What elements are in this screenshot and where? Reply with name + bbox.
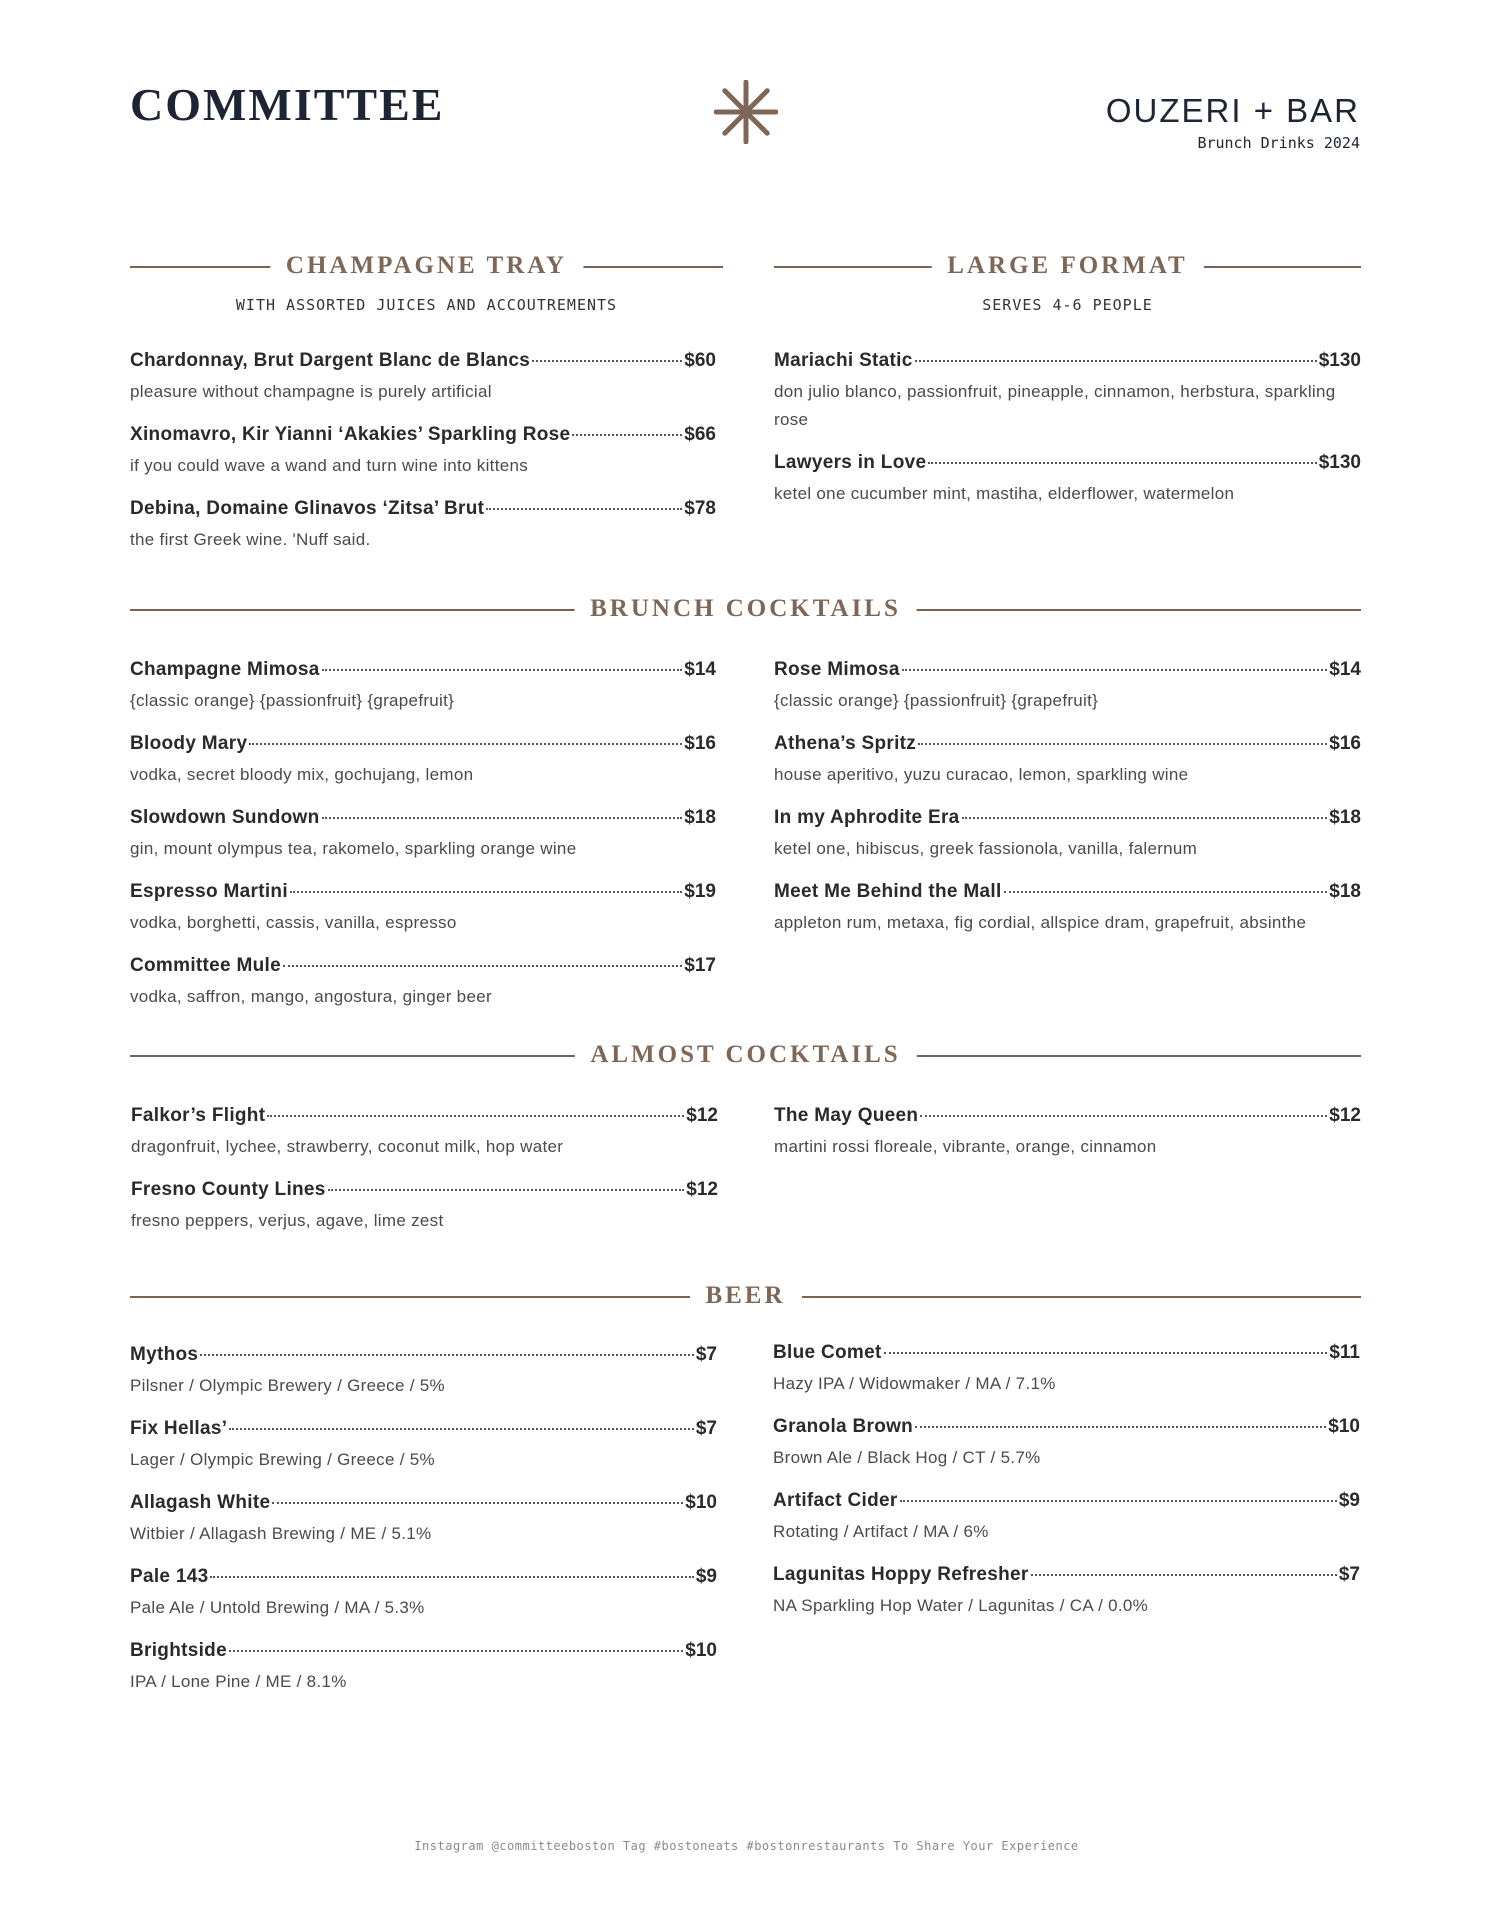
item-price: $14 bbox=[1329, 659, 1361, 680]
menu-item bbox=[130, 350, 716, 406]
item-description: IPA / Lone Pine / ME / 8.1% bbox=[130, 1672, 347, 1691]
venue-title: OUZERI + BAR bbox=[1105, 92, 1360, 129]
section-header-champagne bbox=[130, 251, 723, 281]
asterisk-arm bbox=[746, 91, 767, 112]
beer-list-right bbox=[773, 1342, 1360, 1638]
dot-leader bbox=[283, 965, 682, 967]
item-description: NA Sparkling Hop Water / Lagunitas / CA / 0.0% bbox=[773, 1596, 1149, 1615]
item-price: $18 bbox=[1329, 807, 1361, 828]
almost-list-left bbox=[131, 1105, 718, 1253]
asterisk-arm bbox=[725, 91, 746, 112]
dot-leader bbox=[210, 1576, 693, 1578]
menu-item bbox=[774, 807, 1361, 863]
menu-item bbox=[130, 1418, 717, 1474]
section-title: BRUNCH COCKTAILS bbox=[574, 594, 917, 624]
dot-leader bbox=[1004, 891, 1328, 893]
menu-item bbox=[130, 1566, 717, 1622]
item-name: Granola Brown bbox=[773, 1416, 914, 1437]
dot-leader bbox=[229, 1650, 683, 1652]
menu-item bbox=[131, 1105, 718, 1161]
item-description: the first Greek wine. 'Nuff said. bbox=[130, 530, 371, 549]
dot-leader bbox=[322, 669, 683, 671]
item-description: fresno peppers, verjus, agave, lime zest bbox=[131, 1211, 444, 1230]
menu-item bbox=[774, 350, 1361, 434]
dot-leader bbox=[272, 1502, 683, 1504]
dot-leader bbox=[928, 462, 1316, 464]
menu-item bbox=[773, 1490, 1360, 1546]
item-price: $18 bbox=[1329, 881, 1361, 902]
item-price: $14 bbox=[684, 659, 716, 680]
item-price: $7 bbox=[695, 1344, 717, 1365]
menu-item bbox=[774, 452, 1361, 508]
item-description: Witbier / Allagash Brewing / ME / 5.1% bbox=[130, 1524, 432, 1543]
dot-leader bbox=[290, 891, 682, 893]
menu-item bbox=[774, 881, 1361, 937]
item-name: Athena’s Spritz bbox=[774, 733, 917, 754]
item-name: Espresso Martini bbox=[130, 881, 288, 902]
item-description: ketel one cucumber mint, mastiha, elderflower, watermelon bbox=[774, 484, 1235, 503]
item-price: $16 bbox=[1329, 733, 1361, 754]
item-description: appleton rum, metaxa, fig cordial, allspice dram, grapefruit, absinthe bbox=[774, 913, 1307, 932]
item-name: Fix Hellas’ bbox=[130, 1418, 228, 1439]
item-name: Brightside bbox=[130, 1640, 227, 1661]
item-description: if you could wave a wand and turn wine into kittens bbox=[130, 456, 529, 475]
dot-leader bbox=[918, 743, 1327, 745]
item-name: Mythos bbox=[130, 1344, 199, 1365]
item-name: Falkor’s Flight bbox=[131, 1105, 266, 1126]
item-description: {classic orange} {passionfruit} {grapefruit} bbox=[130, 691, 455, 710]
large-format-list bbox=[774, 350, 1361, 526]
section-header-brunch bbox=[130, 594, 1361, 624]
item-price: $19 bbox=[684, 881, 716, 902]
dot-leader bbox=[962, 817, 1328, 819]
menu-item bbox=[773, 1342, 1360, 1398]
menu-item bbox=[774, 733, 1361, 789]
item-name: Rose Mimosa bbox=[774, 659, 900, 680]
item-description: Brown Ale / Black Hog / CT / 5.7% bbox=[773, 1448, 1041, 1467]
section-title: BEER bbox=[689, 1281, 801, 1311]
item-price: $130 bbox=[1318, 350, 1361, 371]
item-name: Fresno County Lines bbox=[131, 1179, 326, 1200]
item-description: vodka, borghetti, cassis, vanilla, espresso bbox=[130, 913, 457, 932]
item-name: Slowdown Sundown bbox=[130, 807, 320, 828]
item-description: don julio blanco, passionfruit, pineapple, cinnamon, herbstura, sparkling rose bbox=[774, 382, 1336, 429]
dot-leader bbox=[572, 434, 682, 436]
dot-leader bbox=[1031, 1574, 1337, 1576]
dot-leader bbox=[486, 508, 682, 510]
almost-list-right bbox=[774, 1105, 1361, 1179]
item-description: dragonfruit, lychee, strawberry, coconut milk, hop water bbox=[131, 1137, 564, 1156]
item-price: $9 bbox=[695, 1566, 717, 1587]
dot-leader bbox=[532, 360, 682, 362]
section-title: ALMOST COCKTAILS bbox=[574, 1040, 916, 1070]
item-price: $66 bbox=[684, 424, 716, 445]
item-price: $16 bbox=[684, 733, 716, 754]
menu-item bbox=[773, 1564, 1360, 1620]
menu-item bbox=[131, 1179, 718, 1235]
dot-leader bbox=[915, 1426, 1326, 1428]
section-note: SERVES 4-6 PEOPLE bbox=[982, 296, 1153, 314]
dot-leader bbox=[915, 360, 1317, 362]
item-description: Lager / Olympic Brewing / Greece / 5% bbox=[130, 1450, 435, 1469]
item-price: $10 bbox=[685, 1640, 717, 1661]
brunch-list-right bbox=[774, 659, 1361, 955]
item-name: Lagunitas Hoppy Refresher bbox=[773, 1564, 1029, 1585]
item-price: $11 bbox=[1329, 1342, 1360, 1363]
item-name: Artifact Cider bbox=[773, 1490, 898, 1511]
section-header-large-format bbox=[774, 251, 1361, 281]
asterisk-arm bbox=[746, 112, 767, 133]
dot-leader bbox=[920, 1115, 1327, 1117]
item-price: $60 bbox=[684, 350, 716, 371]
item-price: $12 bbox=[686, 1105, 718, 1126]
dot-leader bbox=[249, 743, 682, 745]
item-price: $78 bbox=[684, 498, 716, 519]
item-price: $7 bbox=[1338, 1564, 1360, 1585]
item-name: Mariachi Static bbox=[774, 350, 913, 371]
section-title: LARGE FORMAT bbox=[931, 251, 1203, 281]
menu-item bbox=[130, 424, 716, 480]
item-price: $18 bbox=[684, 807, 716, 828]
dot-leader bbox=[267, 1115, 684, 1117]
beer-list-left bbox=[130, 1344, 717, 1714]
item-description: Pale Ale / Untold Brewing / MA / 5.3% bbox=[130, 1598, 425, 1617]
item-name: Xinomavro, Kir Yianni ‘Akakies’ Sparkling Rose bbox=[130, 424, 571, 445]
section-header-beer bbox=[130, 1281, 1361, 1311]
item-name: Bloody Mary bbox=[130, 733, 248, 754]
menu-item bbox=[774, 1105, 1361, 1161]
item-price: $12 bbox=[686, 1179, 718, 1200]
menu-item bbox=[774, 659, 1361, 715]
dot-leader bbox=[884, 1352, 1328, 1354]
item-name: Lawyers in Love bbox=[774, 452, 927, 473]
section-header-almost bbox=[130, 1040, 1361, 1070]
item-description: gin, mount olympus tea, rakomelo, sparkling orange wine bbox=[130, 839, 577, 858]
dot-leader bbox=[328, 1189, 685, 1191]
item-description: pleasure without champagne is purely artificial bbox=[130, 382, 492, 401]
menu-item bbox=[130, 659, 716, 715]
menu-item bbox=[130, 733, 716, 789]
brand-logo: COMMITTEE bbox=[130, 79, 445, 130]
item-name: Allagash White bbox=[130, 1492, 271, 1513]
footer-social: Instagram @committeeboston Tag #bostoneats #bostonrestaurants To Share Your Experience bbox=[414, 1839, 1079, 1853]
item-description: Pilsner / Olympic Brewery / Greece / 5% bbox=[130, 1376, 445, 1395]
menu-item bbox=[130, 1344, 717, 1400]
item-description: martini rossi floreale, vibrante, orange, cinnamon bbox=[774, 1137, 1157, 1156]
brunch-list-left bbox=[130, 659, 716, 1029]
menu-item bbox=[130, 807, 716, 863]
menu-subtitle: Brunch Drinks 2024 bbox=[1197, 134, 1360, 152]
menu-item bbox=[130, 498, 716, 554]
menu-item bbox=[130, 1492, 717, 1548]
item-price: $12 bbox=[1329, 1105, 1361, 1126]
item-price: $10 bbox=[685, 1492, 717, 1513]
dot-leader bbox=[229, 1428, 694, 1430]
dot-leader bbox=[200, 1354, 694, 1356]
item-name: Meet Me Behind the Mall bbox=[774, 881, 1002, 902]
asterisk-arm bbox=[725, 112, 746, 133]
item-name: Champagne Mimosa bbox=[130, 659, 320, 680]
item-description: Rotating / Artifact / MA / 6% bbox=[773, 1522, 989, 1541]
menu-item bbox=[773, 1416, 1360, 1472]
item-description: {classic orange} {passionfruit} {grapefruit} bbox=[774, 691, 1099, 710]
item-name: Pale 143 bbox=[130, 1566, 209, 1587]
item-price: $17 bbox=[684, 955, 716, 976]
menu-item bbox=[130, 881, 716, 937]
item-price: $9 bbox=[1338, 1490, 1360, 1511]
menu-item bbox=[130, 955, 716, 1011]
item-description: vodka, saffron, mango, angostura, ginger beer bbox=[130, 987, 492, 1006]
item-name: Committee Mule bbox=[130, 955, 281, 976]
item-price: $7 bbox=[695, 1418, 717, 1439]
item-name: The May Queen bbox=[774, 1105, 919, 1126]
menu-item bbox=[130, 1640, 717, 1696]
item-price: $10 bbox=[1328, 1416, 1360, 1437]
asterisk-icon bbox=[714, 80, 778, 144]
dot-leader bbox=[900, 1500, 1337, 1502]
item-description: Hazy IPA / Widowmaker / MA / 7.1% bbox=[773, 1374, 1056, 1393]
item-price: $130 bbox=[1318, 452, 1361, 473]
section-title: CHAMPAGNE TRAY bbox=[270, 251, 583, 281]
dot-leader bbox=[322, 817, 683, 819]
item-description: house aperitivo, yuzu curacao, lemon, sparkling wine bbox=[774, 765, 1189, 784]
section-note: WITH ASSORTED JUICES AND ACCOUTREMENTS bbox=[235, 296, 618, 314]
dot-leader bbox=[902, 669, 1328, 671]
champagne-list bbox=[130, 350, 716, 572]
item-description: vodka, secret bloody mix, gochujang, lemon bbox=[130, 765, 474, 784]
item-name: Chardonnay, Brut Dargent Blanc de Blancs bbox=[130, 350, 531, 371]
item-name: In my Aphrodite Era bbox=[774, 807, 960, 828]
item-name: Debina, Domaine Glinavos ‘Zitsa’ Brut bbox=[130, 498, 485, 519]
item-name: Blue Comet bbox=[773, 1342, 882, 1363]
item-description: ketel one, hibiscus, greek fassionola, vanilla, falernum bbox=[774, 839, 1198, 858]
